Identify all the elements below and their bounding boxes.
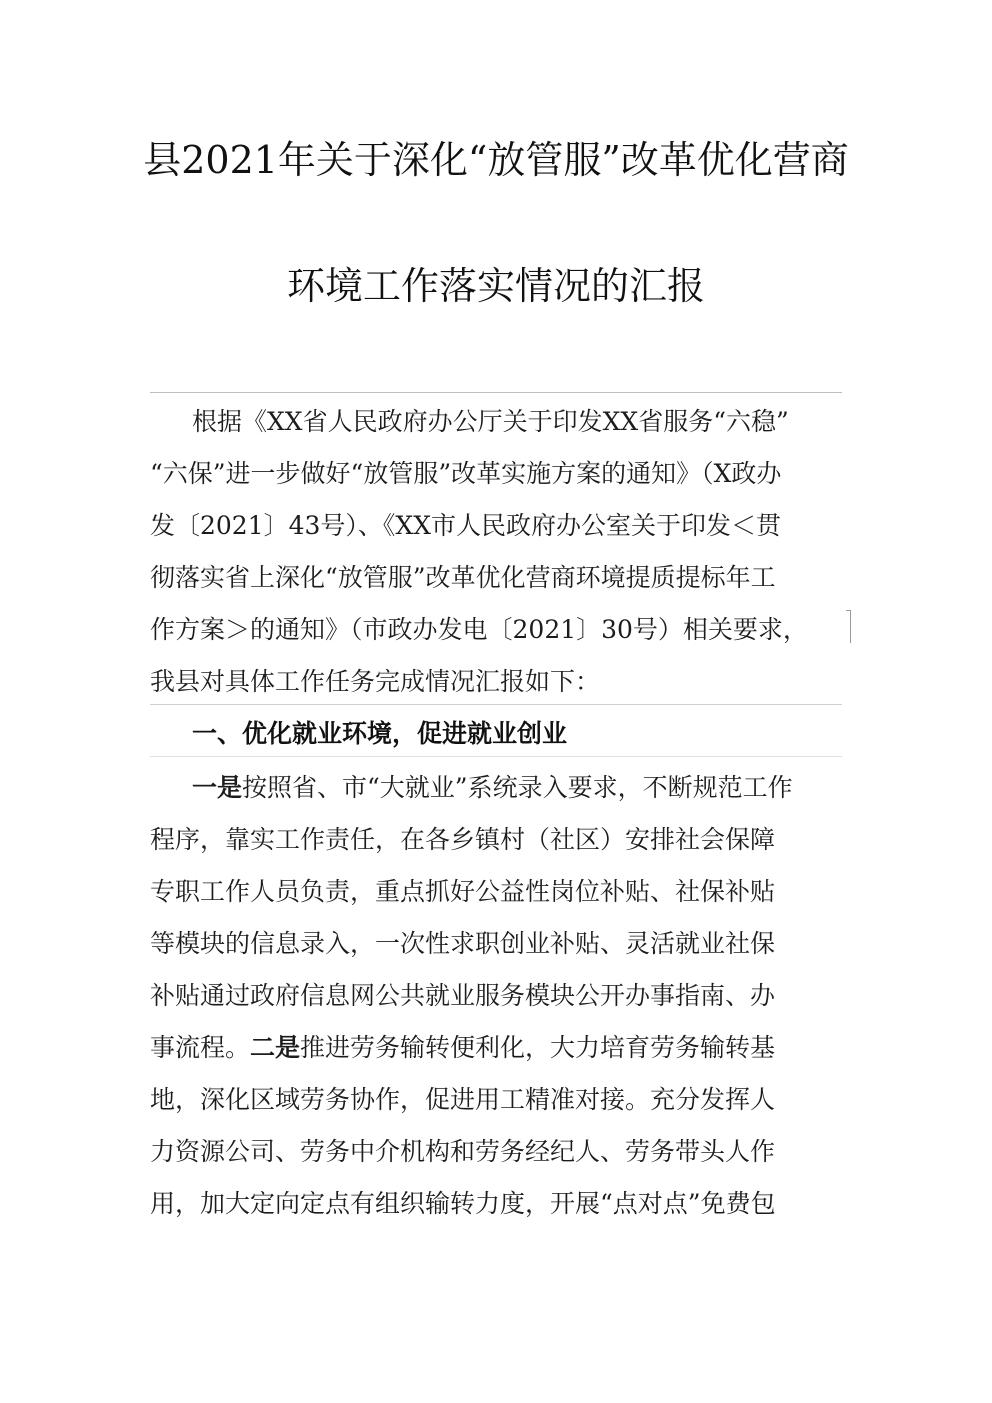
body-line: 地，深化区域劳务协作，促进用工精准对接。充分发挥人 [150, 1085, 776, 1114]
body-line: 补贴通过政府信息网公共就业服务模块公开办事指南、办 [150, 981, 776, 1010]
intro-line: 我县对具体工作任务完成情况汇报如下： [150, 667, 601, 696]
body-line: 专职工作人员负责，重点抓好公益性岗位补贴、社保补贴 [150, 877, 776, 906]
intro-line: 发〔2021〕43号）、《XX市人民政府办公室关于印发＜贯 [150, 511, 782, 540]
intro-line: “六保”进一步做好“放管服”改革实施方案的通知》（X政办 [150, 459, 782, 488]
body-text: 按照省、市“大就业”系统录入要求，不断规范工作 [242, 773, 793, 802]
body-line [150, 762, 840, 814]
intro-line: 根据《XX省人民政府办公厅关于印发XX省服务“六稳” [192, 407, 789, 436]
body-line: 等模块的信息录入，一次性求职创业补贴、灵活就业社保 [150, 929, 776, 958]
intro-paragraph [150, 396, 840, 708]
intro-line: 彻落实省上深化“放管服”改革优化营商环境提质提标年工 [150, 563, 776, 592]
body-line: 用，加大定向定点有组织输转力度，开展“点对点”免费包 [150, 1189, 776, 1218]
lead-marker-2: 二是 [250, 1033, 301, 1062]
section-1-body [150, 762, 840, 1230]
body-line [150, 1022, 840, 1074]
lead-marker-1: 一是 [192, 773, 243, 802]
divider-faint [150, 756, 842, 757]
margin-mark [846, 610, 851, 643]
body-line: 力资源公司、劳务中介机构和劳务经纪人、劳务带头人作 [150, 1137, 776, 1166]
body-text: 推进劳务输转便利化，大力培育劳务输转基 [300, 1033, 776, 1062]
body-text: 事流程。 [150, 1033, 251, 1062]
divider-middle [150, 704, 842, 705]
body-line: 程序，靠实工作责任，在各乡镇村（社区）安排社会保障 [150, 825, 776, 854]
document-title-line-1: 县2021年关于深化“放管服”改革优化营商 [143, 138, 849, 182]
section-1-heading: 一、优化就业环境，促进就业创业 [192, 719, 568, 748]
document-title-line-2: 环境工作落实情况的汇报 [286, 264, 705, 308]
divider-top [150, 392, 842, 393]
intro-line: 作方案＞的通知》（市政办发电〔2021〕30号）相关要求， [150, 615, 808, 644]
